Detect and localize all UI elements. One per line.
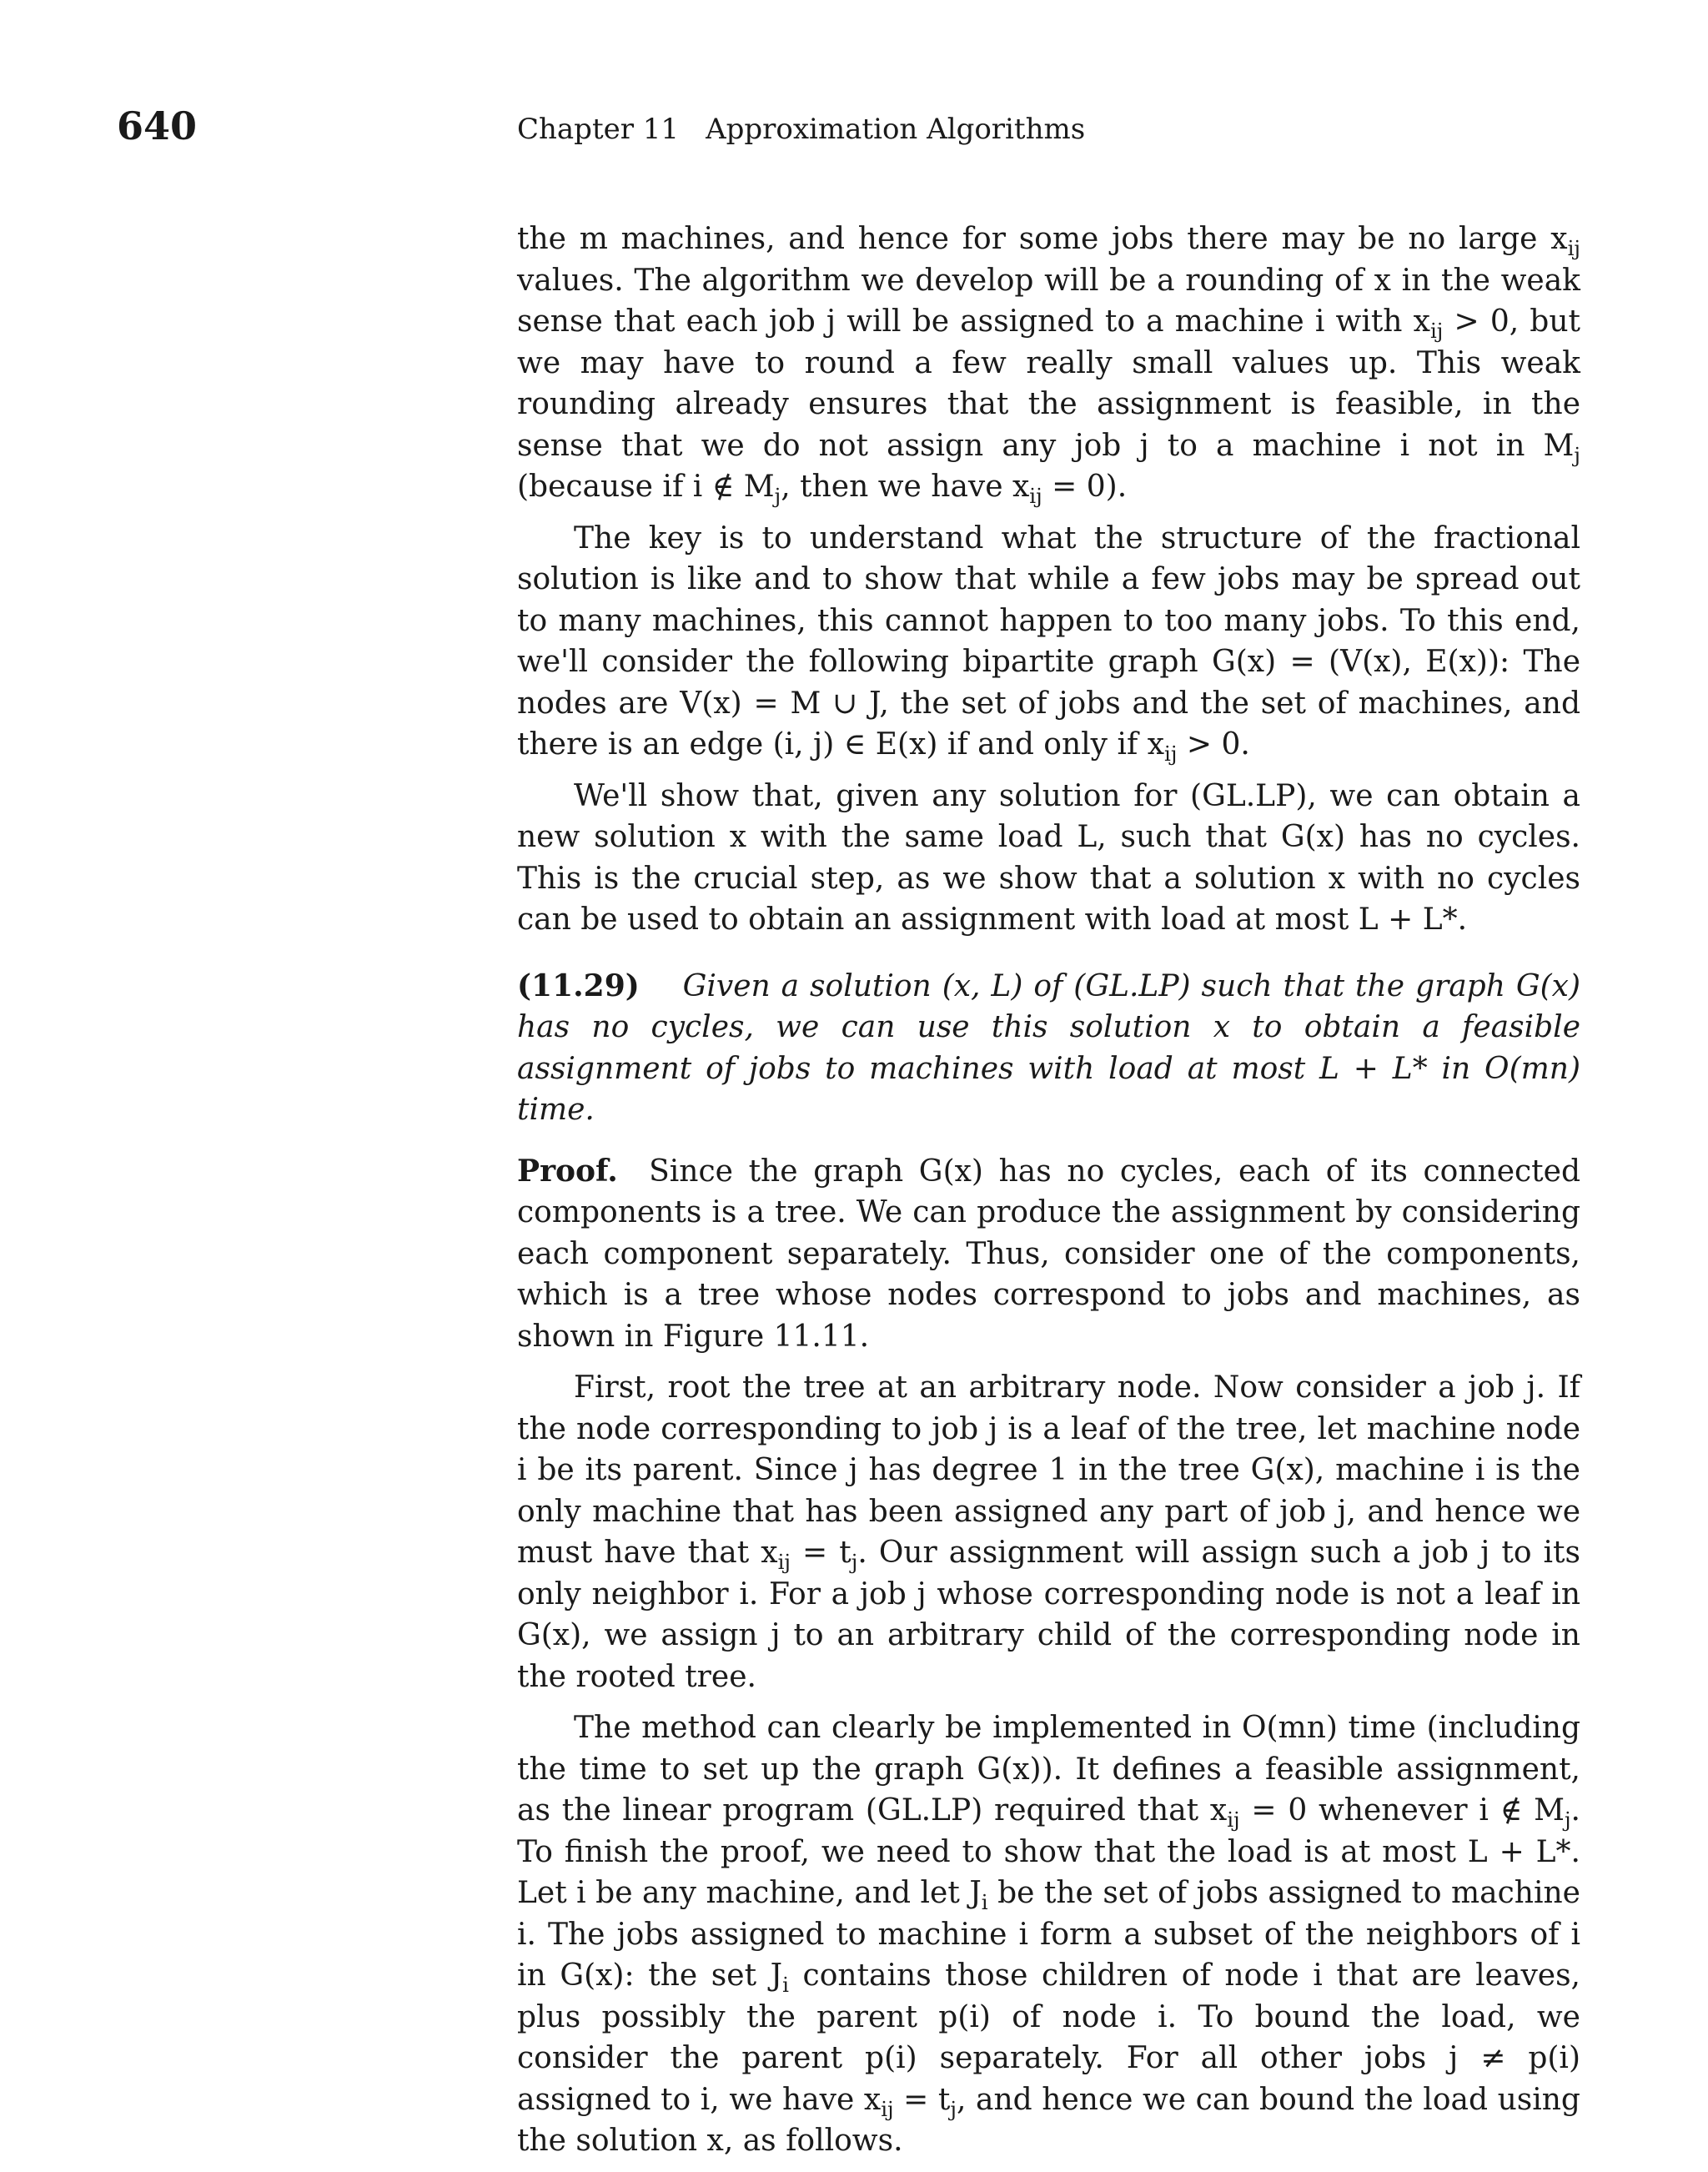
proof-paragraph: The method can clearly be implemented in O(mn) time (including the time to set up the graph G(x)). It defines a feasible assignment, as the linear program (GL.LP) required that $x_{ij} = 0$ whenever i ∉ $M_j$. To finish the proof, we need to show that the load is at most L + L*. Let i be any machine, and let $J_i$ be the set of jobs assigned to machine i. The jobs assigned to machine i form a subset of the neighbors of i in G(x): the set $J_i$ contains those children of node i that are leaves, plus possibly the parent p(i) of node i. To bound the load, we consider the parent p(i) separately. For all other jobs j ≠ p(i) assigned to i, we have $x_{ij} = t_j$, and hence we can bound the load using the solution x, as follows.	[517, 1711, 1580, 2158]
theorem-statement: Given a solution (x, L) of (GL.LP) such that the graph G(x) has no cycles, we can use this solution x to obtain a feasible assignment of jobs to machines with load at most L + L* in O(mn) time.	[517, 968, 1580, 1127]
chapter-number: Chapter 11	[517, 113, 680, 146]
theorem	[517, 966, 1580, 1131]
theorem-label: (11.29)	[517, 968, 640, 1003]
paragraph: We'll show that, given any solution for (GL.LP), we can obtain a new solution x with the same load L, such that G(x) has no cycles. This is the crucial step, as we show that a solution x with no cycles can be used to obtain an assignment with load at most L + L*.	[517, 778, 1580, 937]
proof-text: Since the graph G(x) has no cycles, each of its connected components is a tree. We can produce the assignment by considering each component separately. Thus, consider one of the components, which is a tree whose nodes correspond to jobs and machines, as shown in Figure 11.11.	[517, 1154, 1580, 1354]
paragraph: the m machines, and hence for some jobs there may be no large $x_{ij}$ values. The algorithm we develop will be a rounding of x in the weak sense that each job j will be assigned to a machine i with $x_{ij} > 0$, but we may have to round a few really small values up. This weak rounding already ensures that the assignment is feasible, in the sense that we do not assign any job j to a machine i not in $M_j$ (because if i ∉ $M_j$, then we have $x_{ij} = 0$).	[517, 222, 1581, 509]
page-number: 640	[117, 103, 198, 148]
proof-label: Proof.	[517, 1153, 618, 1189]
running-head	[517, 113, 1086, 146]
paragraph: The key is to understand what the structure of the fractional solution is like and to show that while a few jobs may be spread out to many machines, this cannot happen to too many jobs. To this end, we'll consider the following bipartite graph G(x) = (V(x), E(x)): The nodes are V(x) = M ∪ J, the set of jobs and the set of machines, and there is an edge (i, j) ∈ E(x) if and only if $x_{ij} > 0$.	[517, 520, 1580, 767]
proof-paragraph: First, root the tree at an arbitrary node. Now consider a job j. If the node corresponding to job j is a leaf of the tree, let machine node i be its parent. Since j has degree 1 in the tree G(x), machine i is the only machine that has been assigned any part of job j, and hence we must have that $x_{ij} = t_j$. Our assignment will assign such a job j to its only neighbor i. For a job j whose corresponding node is not a leaf in G(x), we assign j to an arbitrary child of the corresponding node in the rooted tree.	[517, 1370, 1580, 1694]
proof-paragraph	[517, 1151, 1580, 1358]
chapter-title: Approximation Algorithms	[706, 113, 1086, 146]
main-text	[517, 219, 1580, 2172]
